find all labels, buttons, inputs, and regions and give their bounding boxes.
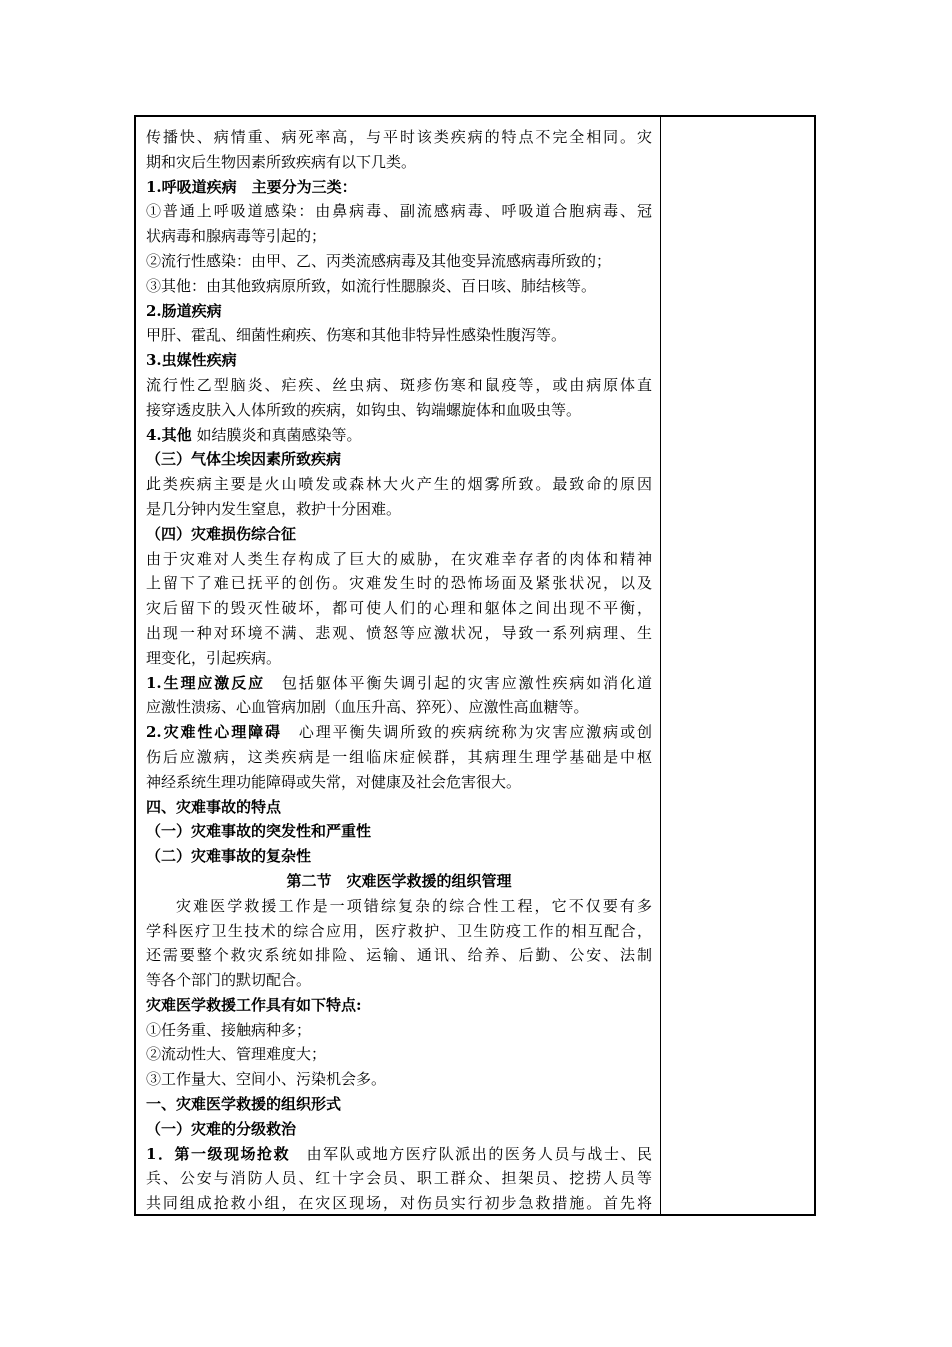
text-line	[146, 968, 652, 993]
body-text: 传播快、病情重、病死率高，与平时该类疾病的特点不完全相同。灾	[146, 128, 652, 146]
text-line	[146, 199, 652, 224]
text-line	[146, 274, 652, 299]
body-text: 灾难医学救援工作是一项错综复杂的综合性工程，它不仅要有多	[176, 896, 652, 915]
body-text: ③工作量大、空间小、污染机会多。	[146, 1070, 387, 1089]
body-text: 流行性乙型脑炎、疟疾、丝虫病、斑疹伤寒和鼠疫等，或由病原体直	[146, 375, 652, 394]
text-line	[146, 795, 652, 820]
text-line	[146, 646, 652, 671]
text-line	[146, 547, 652, 572]
content-cell	[136, 117, 661, 1214]
text-line	[146, 671, 652, 696]
text-line	[146, 596, 652, 621]
bold-text: 一、灾难医学救援的组织形式	[146, 1095, 342, 1114]
body-text: ②流行性感染：由甲、乙、丙类流感病毒及其他变异流感病毒所致的；	[146, 251, 612, 270]
text-line	[146, 249, 652, 274]
bold-text: （四）灾难损伤综合征	[146, 524, 297, 543]
text-line	[146, 869, 652, 894]
text-line	[146, 1092, 652, 1117]
text-line	[146, 423, 652, 448]
body-text: 上留下了难已抚平的创伤。灾难发生时的恐怖场面及紧张状况，以及	[146, 574, 652, 593]
body-text: 期和灾后生物因素所致疾病有以下几类。	[146, 152, 417, 171]
body-text: 应激性溃疡、心血管病加剧（血压升高、猝死）、应激性高血糖等。	[146, 698, 589, 717]
bold-text: 2.灾难性心理障碍	[146, 723, 282, 742]
body-text: 伤后应激病，这类疾病是一组临床症候群，其病理生理学基础是中枢	[146, 747, 652, 766]
bold-text: 4.其他	[146, 425, 192, 444]
text-line	[146, 1191, 652, 1216]
bold-text: （一）灾难的分级救治	[146, 1119, 297, 1138]
text-line	[146, 1067, 652, 1092]
body-text: 由军队或地方医疗队派出的医务人员与战士、民	[290, 1144, 652, 1163]
text-line	[146, 348, 652, 373]
bold-text: 灾难医学救援工作具有如下特点:	[146, 995, 362, 1014]
body-text: ③其他：由其他致病原所致，如流行性腮腺炎、百日咳、肺结核等。	[146, 276, 597, 295]
body-text: ①普通上呼吸道感染：由鼻病毒、副流感病毒、呼吸道合胞病毒、冠	[146, 202, 652, 221]
notes-cell	[661, 117, 814, 1214]
bold-text: （三）气体尘埃因素所致疾病	[146, 450, 342, 469]
body-text: 接穿透皮肤入人体所致的疾病，如钩虫、钩端螺旋体和血吸虫等。	[146, 400, 582, 419]
body-text: 共同组成抢救小组，在灾区现场，对伤员实行初步急救措施。首先将	[146, 1194, 652, 1213]
body-text: 兵、公安与消防人员、红十字会员、职工群众、担架员、挖捞人员等	[146, 1169, 652, 1188]
text-line	[146, 1018, 652, 1043]
text-line	[146, 993, 652, 1018]
body-text: 如结膜炎和真菌感染等。	[191, 425, 362, 444]
bold-text: 1.呼吸道疾病 主要分为三类：	[146, 177, 357, 196]
text-line	[146, 125, 652, 150]
text-line	[146, 373, 652, 398]
text-line	[146, 175, 652, 200]
body-text: 此类疾病主要是火山喷发或森林大火产生的烟雾所致。最致命的原因	[146, 475, 652, 494]
body-text: 灾后留下的毁灭性破坏，都可使人们的心理和躯体之间出现不平衡，	[146, 599, 652, 618]
bold-text: （一）灾难事故的突发性和严重性	[146, 822, 372, 841]
bold-text: （二）灾难事故的复杂性	[146, 847, 312, 866]
text-line	[146, 1117, 652, 1142]
bold-text: 1．第一级现场抢救	[146, 1144, 291, 1163]
text-line	[146, 943, 652, 968]
text-line	[146, 819, 652, 844]
body-text: 包括躯体平衡失调引起的灾害应激性疾病如消化道	[265, 673, 652, 692]
text-line	[146, 497, 652, 522]
body-text: 出现一种对环境不满、悲观、愤怒等应激状况，导致一系列病理、生	[146, 623, 652, 642]
text-line	[146, 299, 652, 324]
body-text: ①任务重、接触病种多；	[146, 1020, 312, 1039]
text-line	[146, 720, 652, 745]
text-line	[146, 472, 652, 497]
text-line	[146, 571, 652, 596]
text-line	[146, 150, 652, 175]
text-line	[146, 1166, 652, 1191]
body-text: ②流动性大、管理难度大；	[146, 1045, 327, 1064]
text-line	[146, 323, 652, 348]
body-text: 还需要整个救灾系统如排险、运输、通讯、给养、后勤、公安、法制	[146, 946, 652, 965]
text-line	[146, 1142, 652, 1167]
bold-text: 2.肠道疾病	[146, 301, 222, 320]
body-text: 等各个部门的默切配合。	[146, 971, 312, 990]
text-line	[146, 447, 652, 472]
text-line	[146, 894, 652, 919]
body-text: 学科医疗卫生技术的综合应用，医疗救护、卫生防疫工作的相互配合，	[146, 921, 652, 940]
body-text: 甲肝、霍乱、细菌性痢疾、伤寒和其他非特异性感染性腹泻等。	[146, 326, 567, 345]
body-text: 神经系统生理功能障碍或失常，对健康及社会危害很大。	[146, 772, 522, 791]
text-line	[146, 522, 652, 547]
text-line	[146, 695, 652, 720]
body-text: 由于灾难对人类生存构成了巨大的威胁，在灾难幸存者的肉体和精神	[146, 549, 652, 568]
body-text: 状病毒和腺病毒等引起的；	[146, 227, 327, 246]
document-table	[134, 115, 816, 1216]
text-line	[146, 745, 652, 770]
text-line	[146, 844, 652, 869]
text-line	[146, 770, 652, 795]
text-line	[146, 398, 652, 423]
text-line	[146, 1042, 652, 1067]
bold-text: 四、灾难事故的特点	[146, 797, 282, 816]
text-line	[146, 621, 652, 646]
body-text: 心理平衡失调所致的疾病统称为灾害应激病或创	[281, 723, 652, 742]
bold-text: 3.虫媒性疾病	[146, 351, 237, 370]
text-line	[146, 224, 652, 249]
text-line	[146, 919, 652, 944]
bold-text: 第二节 灾难医学救援的组织管理	[286, 871, 512, 890]
body-text: 是几分钟内发生窒息，救护十分困难。	[146, 499, 402, 518]
bold-text: 1.生理应激反应	[146, 673, 266, 692]
body-text: 理变化，引起疾病。	[146, 648, 282, 667]
